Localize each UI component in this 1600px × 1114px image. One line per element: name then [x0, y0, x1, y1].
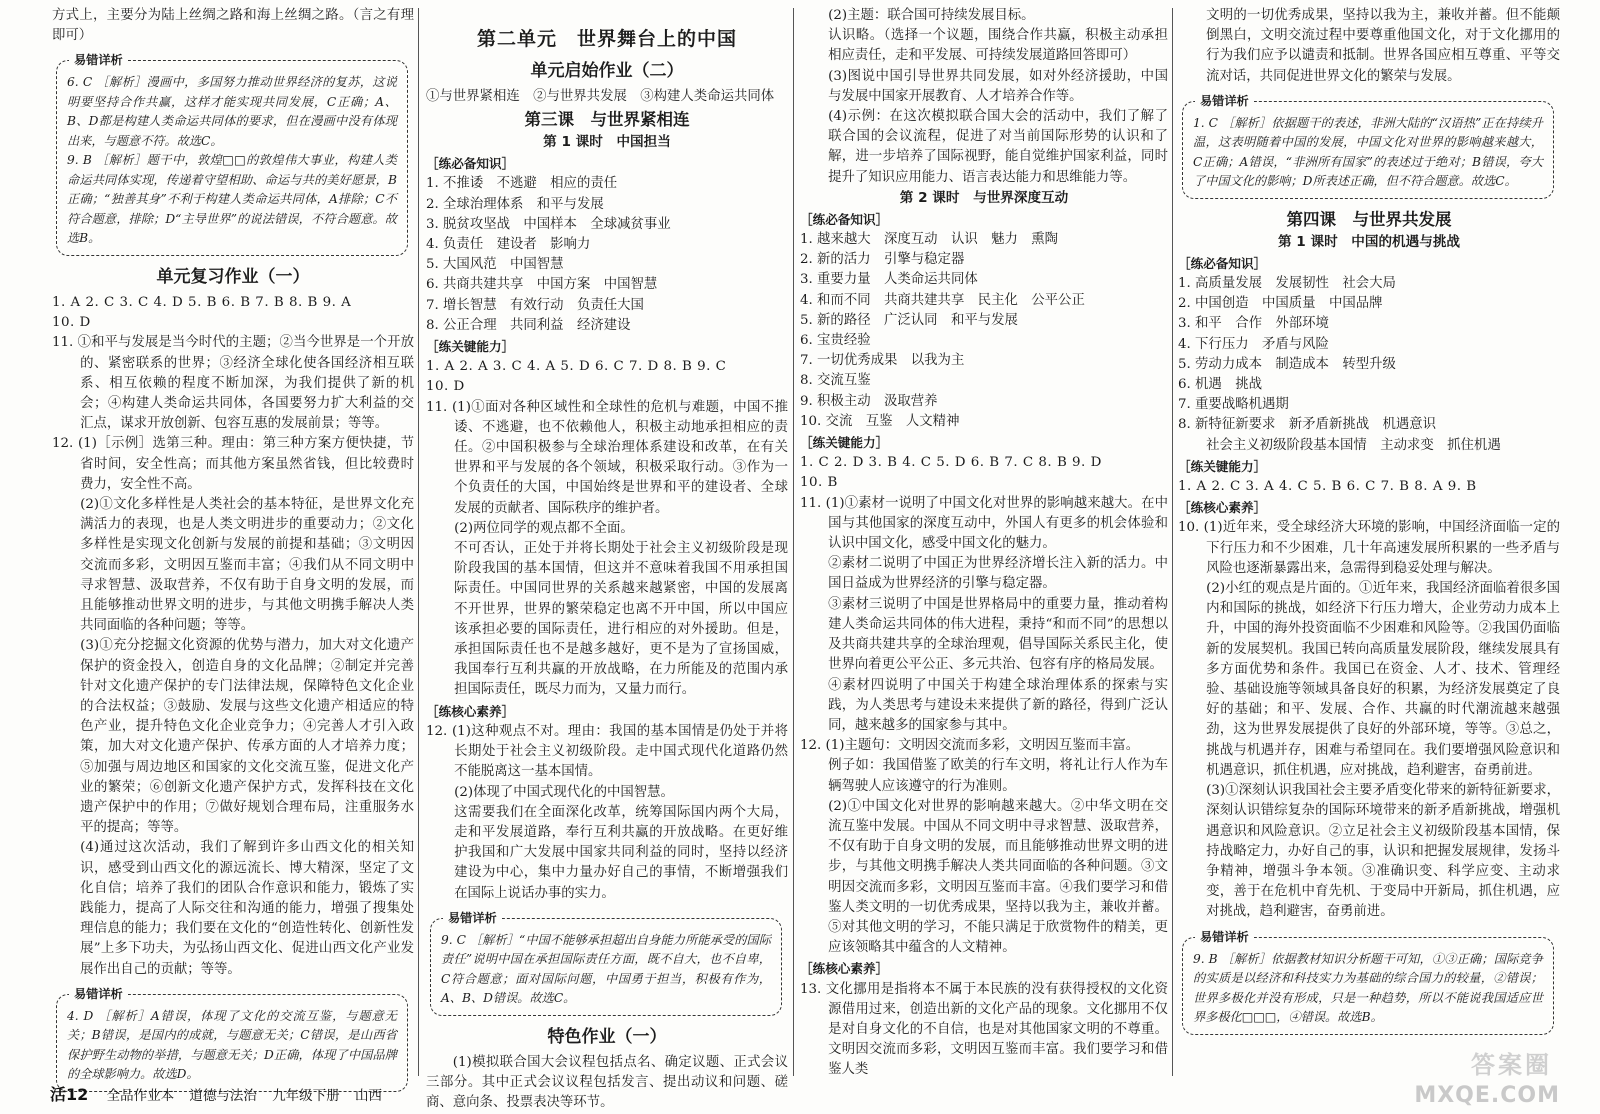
- knowledge-item: 5. 新的路径 广泛认同 和平与发展: [800, 312, 1018, 328]
- region-name: 山西: [354, 1088, 382, 1104]
- column-divider: [418, 8, 419, 1076]
- answer-line: 10. B: [800, 475, 838, 491]
- paragraph: 12. (1)这种观点不对。理由：我国的基本国情是仍处于并将长期处于社会主义初级阶段。走中国式现代化道路仍然不能脱离这一基本国情。: [426, 723, 788, 780]
- paragraph: (2)两位同学的观点都不全面。: [454, 520, 634, 536]
- practice-tag: ［练核心素养］: [426, 703, 515, 719]
- column-divider: [1172, 8, 1173, 1076]
- knowledge-item: 8. 公正合理 共同利益 经济建设: [426, 317, 631, 333]
- knowledge-item: 2. 新的活力 引擎与稳定器: [800, 252, 965, 268]
- paragraph: ①与世界紧相连 ②与世界共发展 ③构建人类命运共同体: [426, 89, 775, 104]
- knowledge-item: 3. 和平 合作 外部环境: [1178, 316, 1329, 332]
- answer-line: 1. A 2. C 3. A 4. C 5. B 6. C 7. B 8. A 9. B: [1178, 479, 1477, 495]
- knowledge-item: 6. 宝贵经验: [800, 333, 871, 349]
- paragraph: 9. C ［解析］“中国不能够承担超出自身能力所能承受的国际责任”说明中国在承担国际责任方面，既不自大，也不自卑，C符合题意；面对国际问题，中国勇于担当，积极有作为，A、B、D错误。故选C。: [441, 932, 771, 1006]
- error-analysis-box: [56, 986, 408, 1092]
- knowledge-item: 1. 不推诿 不逃避 相应的责任: [426, 176, 618, 192]
- knowledge-item: 4. 负责任 建设者 影响力: [426, 237, 591, 253]
- watermark-url: MXQE.COM: [1414, 1083, 1560, 1108]
- paragraph: (3)图说中国引导世界共同发展，如对外经济援助，中国与发展中国家开展教育、人才培养合作等。: [828, 68, 1168, 104]
- error-analysis-box: [1182, 93, 1554, 199]
- paragraph: 11. (1)①面对各种区域性和全球性的危机与难题，中国不推诿、不逃避，也不依赖他人，积极主动地承担相应的责任。②中国积极参与全球治理体系建设和改革，在有关世界和平与发展的各个领域，积极采取行动。③作为一个负责任的大国，中国始终是世界和平的建设者、全球发展的贡献者、国际秩序的维护者。: [426, 399, 788, 516]
- error-analysis-box: [1182, 929, 1554, 1035]
- paragraph: 1. C ［解析］依据题干的表述，非洲大陆的“汉语热”正在持续升温，这表明随着中国的发展，中国文化对世界的影响越来越大，C正确；A错误，“非洲所有国家”的表述过于绝对；B错误，夸大了中国文化的影响；D所表述正确，但不符合题意。故选C。: [1193, 115, 1543, 189]
- paragraph: 认识略。（选择一个议题，围绕合作共赢，积极主动承担相应责任，走和平发展、可持续发展道路回答即可）: [828, 28, 1168, 64]
- paragraph: 11. ①和平与发展是当今时代的主题；②当今世界是一个开放的、紧密联系的世界；③经济全球化使各国经济相互联系、相互依赖的程度不断加深，为我们提供了新的机会；④构建人类命运共同体，各国要努力扩大利益的交汇点，谋求开放创新、包容互惠的发展前景；等等。: [52, 335, 414, 432]
- error-analysis-box: [56, 53, 408, 256]
- unit-title: 第二单元 世界舞台上的中国: [476, 28, 737, 50]
- knowledge-item: 3. 重要力量 人类命运共同体: [800, 272, 978, 288]
- knowledge-item: 1. 越来越大 深度互动 认识 魅力 熏陶: [800, 232, 1059, 248]
- knowledge-item: 4. 下行压力 矛盾与风险: [1178, 336, 1329, 352]
- knowledge-item: 9. 积极主动 汲取营养: [800, 393, 938, 409]
- practice-tag: ［练必备知识］: [426, 156, 515, 172]
- paragraph: (2)主题：联合国可持续发展目标。: [828, 8, 1035, 23]
- paragraph: 这需要我们在全面深化改革，统筹国际国内两个大局，走和平发展道路，奉行互利共赢的开放战略。在更好维护我国和广大发展中国家共同利益的同时，坚持以经济建设为中心，集中力量办好自己的事情，不断增强我们在国际上说话办事的实力。: [454, 804, 788, 901]
- knowledge-item: 3. 脱贫攻坚战 中国样本 全球减贫事业: [426, 216, 671, 232]
- knowledge-item: 6. 机遇 挑战: [1178, 377, 1262, 393]
- knowledge-item: 7. 一切优秀成果 以我为主: [800, 353, 965, 369]
- error-analysis-label: 易错详析: [1195, 92, 1254, 112]
- paragraph: 方式上，主要分为陆上丝绸之路和海上丝绸之路。（言之有理即可）: [52, 8, 414, 44]
- grade-name: 九年级下册: [272, 1088, 340, 1104]
- lesson-title: 第三课 与世界紧相连: [524, 110, 690, 130]
- paragraph: 6. C ［解析］漫画中，多国努力推动世界经济的复苏，这说明要坚持合作共赢，这样才能实现共同发展，C正确；A、B、D都是构建人类命运共同体的要求，但在漫画中没有体现出来，与题意不符。故选C。: [67, 75, 397, 148]
- error-analysis-box: [430, 910, 782, 1016]
- answer-line: 1. A 2. C 3. C 4. D 5. B 6. B 7. B 8. B 9. A: [52, 294, 352, 310]
- practice-tag: ［练关键能力］: [426, 339, 515, 355]
- knowledge-item: 5. 大国风范 中国智慧: [426, 257, 564, 273]
- page-footer: [50, 1082, 393, 1105]
- knowledge-item: 2. 全球治理体系 和平与发展: [426, 196, 604, 212]
- practice-tag: ［练核心素养］: [1178, 500, 1267, 516]
- lesson-hour-title: 第 1 课时 中国担当: [543, 134, 671, 151]
- paragraph: ②素材二说明了中国正为世界经济增长注入新的活力。中国日益成为世界经济的引擎与稳定器。: [828, 556, 1168, 592]
- paragraph: (2)体现了中国式现代化的中国智慧。: [454, 784, 674, 800]
- paragraph: (4)示例：在这次模拟联合国大会的活动中，我们了解了联合国的会议流程，促进了对当前国际形势的认识和了解，进一步培养了国际视野，能自觉维护国家利益，同时提升了知识应用能力、语言表达能力和思维能力等。: [828, 109, 1168, 185]
- knowledge-item: 7. 重要战略机遇期: [1178, 397, 1289, 413]
- answer-line: 1. C 2. D 3. B 4. C 5. D 6. B 7. C 8. B 9. D: [800, 455, 1102, 471]
- knowledge-item: 8. 交流互鉴: [800, 373, 871, 389]
- paragraph: (3)①充分挖掘文化资源的优势与潜力，加大对文化遗产保护的资金投入，创造自身的文化品牌；②制定并完善针对文化遗产保护的专门法律法规，保障特色文化企业的合法权益；③鼓励、发展与这些文化遗产相适应的特色产业，提升特色文化企业竞争力；④完善人才引入政策，加大对文化遗产保护、传承方面的人才培养力度；⑤加强与周边地区和国家的文化交流互鉴，促进文化产业的繁荣；⑥创新文化遗产保护方式，发挥科技在文化遗产保护中的作用；⑦做好规划合理布局，注重服务水平的提高；等等。: [80, 638, 414, 836]
- knowledge-item: 10. 交流 互鉴 人文精神: [800, 413, 960, 429]
- paragraph: 不可否认，正处于并将长期处于社会主义初级阶段是现阶段我国的基本国情，但这并不意味着我国不用承担国际责任。中国同世界的关系越来越紧密，中国的发展离不开世界，世界的繁荣稳定也离不开中国，所以中国应该承担必要的国际责任，进行相应的对外援助。但是，承担国际责任也不是越多越好，更不是为了宣扬国威，我国奉行互利共赢的开放战略，在力所能及的范围内承担国际责任，既尽力而为，又量力而行。: [454, 541, 788, 698]
- knowledge-item: 8. 新特征新要求 新矛盾新挑战 机遇意识: [1178, 417, 1437, 433]
- answer-line: 10. D: [52, 315, 91, 331]
- section-title: 单元复习作业（一）: [156, 266, 310, 287]
- answer-line: 10. D: [426, 379, 465, 395]
- page-number: 活12: [50, 1085, 89, 1104]
- book-name: 全品作业本: [106, 1088, 175, 1104]
- lesson-hour-title: 第 2 课时 与世界深度互动: [899, 189, 1069, 206]
- paragraph: (4)通过这次活动，我们了解到许多山西文化的相关知识，感受到山西文化的源远流长、博大精深，坚定了文化自信；培养了我们的团队合作意识和能力，锻炼了实践能力，提高了人际交往和沟通的能力，增强了搜集处理信息的能力；我们要在文化的“创造性转化、创新性发展”上多下功夫，为弘扬山西文化、促进山西文化产业发展作出自己的贡献；等等。: [80, 840, 414, 977]
- column-1: [52, 6, 414, 1082]
- paragraph: 12. (1)主题句：文明因交流而多彩，文明因互鉴而丰富。: [800, 738, 1140, 754]
- practice-tag: ［练必备知识］: [800, 211, 889, 227]
- paragraph: 9. B ［解析］依据教材知识分析题干可知，①③正确；国际竞争的实质是以经济和科技实力为基础的综合国力的较量，②错误；世界多极化并没有形成，只是一种趋势，所以不能说我国适应世界多极化□□□，④错误。故选B。: [1193, 951, 1543, 1025]
- subject-name: 道德与法治: [189, 1088, 257, 1104]
- paragraph: 例子如：我国借鉴了欧美的行车文明，将礼让行人作为车辆驾驶人应该遵守的行为准则。: [828, 758, 1168, 794]
- paragraph: 11. (1)①素材一说明了中国文化对世界的影响越来越大。在中国与其他国家的深度互动中，外国人有更多的机会体验和认识中国文化，感受中国文化的魅力。: [800, 495, 1168, 552]
- answer-line: 1. A 2. A 3. C 4. A 5. D 6. C 7. D 8. B 9. C: [426, 359, 727, 375]
- knowledge-item: 社会主义初级阶段基本国情 主动求变 抓住机遇: [1206, 437, 1501, 453]
- column-divider: [793, 8, 794, 1076]
- paragraph: ④素材四说明了中国关于构建全球治理体系的探索与实践，为人类思考与建设未来提供了新的路径，得到广泛认同，越来越多的国家参与其中。: [828, 677, 1168, 733]
- section-title: 单元启始作业（二）: [530, 61, 684, 81]
- paragraph: 13. 文化挪用是指将本不属于本民族的没有获得授权的文化资源借用过来，创造出新的文化产品的现象。文化挪用不仅是对自身文化的不自信，也是对其他国家文明的不尊重。文明因交流而多彩，文明因互鉴而丰富。我们要学习和借鉴人类: [800, 981, 1168, 1078]
- knowledge-item: 6. 共商共建共享 中国方案 中国智慧: [426, 277, 658, 293]
- knowledge-item: 5. 劳动力成本 制造成本 转型升级: [1178, 356, 1396, 372]
- error-analysis-label: 易错详析: [69, 985, 128, 1005]
- knowledge-item: 1. 高质量发展 发展韧性 社会大局: [1178, 276, 1396, 292]
- lesson-hour-title: 第 1 课时 中国的机遇与挑战: [1277, 233, 1461, 250]
- practice-tag: ［练必备知识］: [1178, 255, 1267, 271]
- paragraph: 9. B ［解析］题干中，敦煌□□的敦煌伟大事业，构建人类命运共同体实现，传递着守望相助、命运与共的美好愿景，B正确；“独善其身”不利于构建人类命运共同体，A排除；C不符合题意，排除；D“主导世界”的说法错误，不符合题意。故选B。: [67, 153, 397, 246]
- practice-tag: ［练关键能力］: [800, 435, 889, 451]
- knowledge-item: 7. 增长智慧 有效行动 负责任大国: [426, 297, 644, 313]
- paragraph: (2)①文化多样性是人类社会的基本特征，是世界文化充满活力的表现，也是人类文明进步的重要动力；②文化多样性是实现文化创新与发展的前提和基础；③文明因交流而多彩，文明因互鉴而丰富；④我们从不同文明中寻求智慧、汲取营养，不仅有助于自身文明的发展，而且能够推动世界文明的进步，与其他文明携手解决人类共同面临的各种问题；等等。: [80, 496, 414, 634]
- error-analysis-label: 易错详析: [69, 51, 128, 71]
- lesson-title: 第四课 与世界共发展: [1286, 209, 1452, 229]
- paragraph: 4. D ［解析］A错误，体现了文化的交流互鉴，与题意无关；B错误，是国内的成就，与题意无关；C错误，是山西省保护野生动物的举措，与题意无关；D正确，体现了中国品牌的全球影响力。故选D。: [67, 1008, 397, 1082]
- paragraph: (2)小红的观点是片面的。①近年来，我国经济面临着很多国内和国际的挑战，如经济下行压力增大，企业劳动力成本上升，中国的海外投资面临不少困难和风险等。②我国仍面临新的发展契机。我国已转向高质量发展阶段，继续发展具有多方面优势和条件。我国已在资金、人才、技术、管理经验、基础设施等领域具备良好的积累，为经济发展奠定了良好的基础；和平、发展、合作、共赢的时代潮流越来越强劲，这为世界发展提供了良好的外部环境，等等。③总之，挑战与机遇并存，困难与希望同在。我们要增强风险意识和机遇意识，抓住机遇，应对挑战，趋利避害，奋勇前进。: [1206, 581, 1560, 778]
- practice-tag: ［练核心素养］: [800, 961, 889, 977]
- knowledge-item: 2. 中国创造 中国质量 中国品牌: [1178, 296, 1383, 312]
- column-4: [1178, 6, 1560, 1078]
- paragraph: 12. (1)［示例］选第三种。理由：第三种方案方便快捷，节省时间，安全性高；而其他方案虽然省钱，但比较费时费力，安全性不高。: [52, 436, 414, 492]
- watermark-logo-text: 答案圈: [1471, 1051, 1552, 1079]
- error-analysis-label: 易错详析: [1195, 928, 1254, 948]
- column-2: [426, 6, 788, 1111]
- knowledge-item: 4. 和而不同 共商共建共享 民主化 公平公正: [800, 292, 1085, 308]
- paragraph: (2)①中国文化对世界的影响越来越大。②中华文明在交流互鉴中发展。中国从不同文明中寻求智慧、汲取营养，不仅有助于自身文明的发展，而且能够推动世界文明的进步，与其他文明携手解决人类共同面临的各种问题。③文明因交流而多彩，文明因互鉴而丰富。④我们要学习和借鉴人类文明的一切优秀成果，坚持以我为主，兼收并蓄。⑤对其他文明的学习，不能只满足于欣赏物件的精美，更应该领略其中蕴含的人文精神。: [828, 798, 1168, 956]
- paragraph: 10. (1)近年来，受全球经济大环境的影响，中国经济面临一定的下行压力和不少困难，几十年高速发展所积累的一些矛盾与风险也逐渐暴露出来，急需得到稳妥处理与解决。: [1178, 520, 1560, 576]
- paragraph: ③素材三说明了中国是世界格局中的重要力量，推动着构建人类命运共同体的伟大进程，秉持“和而不同”的思想以及共商共建共享的全球治理观，倡导国际关系民主化，使世界向着更公平公正、多元共治、包容有序的格局发展。: [828, 596, 1168, 673]
- practice-tag: ［练关键能力］: [1178, 458, 1267, 474]
- column-3: [800, 6, 1168, 1078]
- error-analysis-label: 易错详析: [443, 909, 502, 929]
- paragraph: (3)①深刻认识我国社会主要矛盾变化带来的新特征新要求，深刻认识错综复杂的国际环境带来的新矛盾新挑战，增强机遇意识和风险意识。②立足社会主义初级阶段基本国情，保持战略定力，办好自己的事，认识和把握发展规律，发扬斗争精神，增强斗争本领。③准确识变、科学应变、主动求变，善于在危机中育先机、于变局中开新局，抓住机遇，应对挑战，趋利避害，奋勇前进。: [1206, 783, 1560, 920]
- section-title: 特色作业（一）: [547, 1026, 667, 1047]
- paragraph: (1)模拟联合国大会议程包括点名、确定议题、正式会议三部分。其中正式会议议程包括发言、提出动议和问题、磋商、意向条、投票表决等环节。: [426, 1054, 788, 1111]
- paragraph: 文明的一切优秀成果，坚持以我为主，兼收并蓄。但不能颠倒黑白，文明交流过程中要尊重他国文化，对于文化挪用的行为我们应予以谴责和抵制。世界各国应相互尊重、平等交流对话，共同促进世界文化的繁荣与发展。: [1206, 8, 1560, 84]
